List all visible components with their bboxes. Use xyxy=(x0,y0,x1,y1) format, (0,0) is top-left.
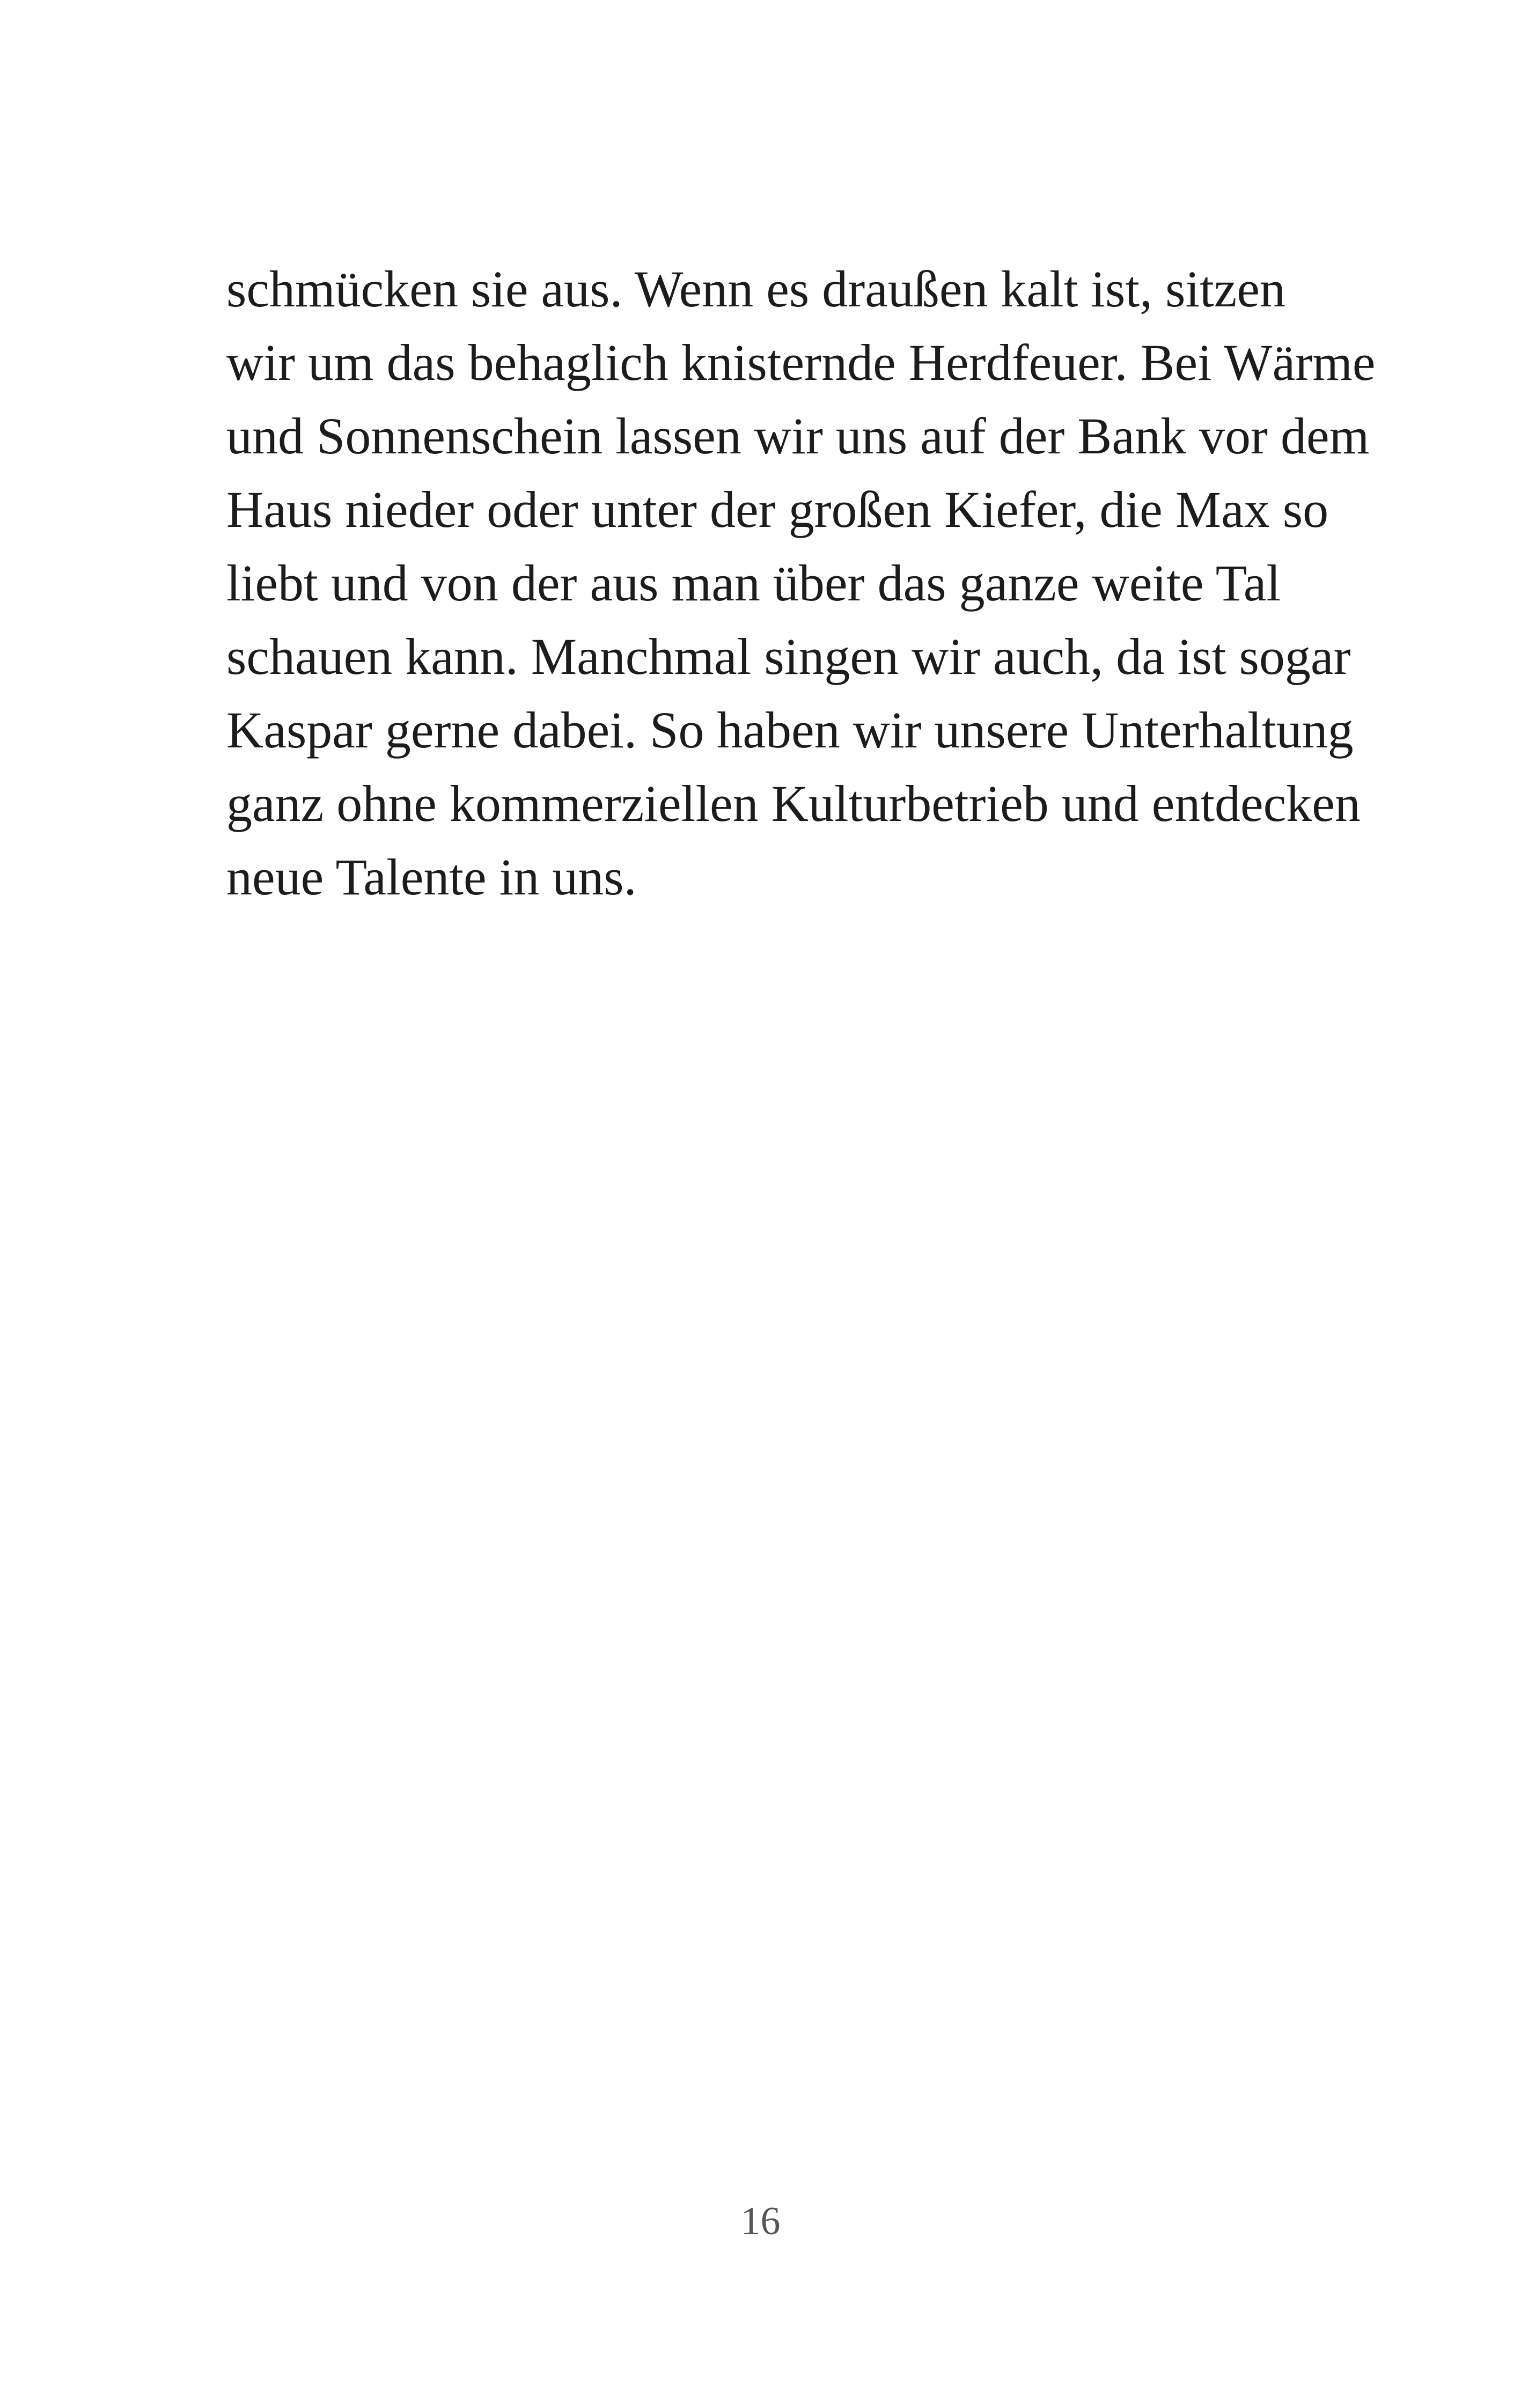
text-line: schmücken sie aus. Wenn es draußen kalt ist, sitzen xyxy=(226,260,1285,318)
body-paragraph xyxy=(226,252,1376,914)
page-number: 16 xyxy=(740,2199,781,2243)
text-line: schauen kann. Manchmal singen wir auch, da ist sogar xyxy=(226,628,1351,685)
text-line: wir um das behaglich knisternde Herdfeuer. Bei Wärme xyxy=(226,334,1376,391)
text-line: und Sonnenschein lassen wir uns auf der Bank vor dem xyxy=(226,407,1370,465)
text-line: ganz ohne kommerziellen Kulturbetrieb und entdecken xyxy=(226,775,1361,832)
text-line-last: neue Talente in uns. xyxy=(226,848,637,906)
text-line: Kaspar gerne dabei. So haben wir unsere Unterhaltung xyxy=(226,701,1354,759)
text-line: liebt und von der aus man über das ganze weite Tal xyxy=(226,554,1281,612)
text-line: Haus nieder oder unter der großen Kiefer, die Max so xyxy=(226,481,1329,538)
